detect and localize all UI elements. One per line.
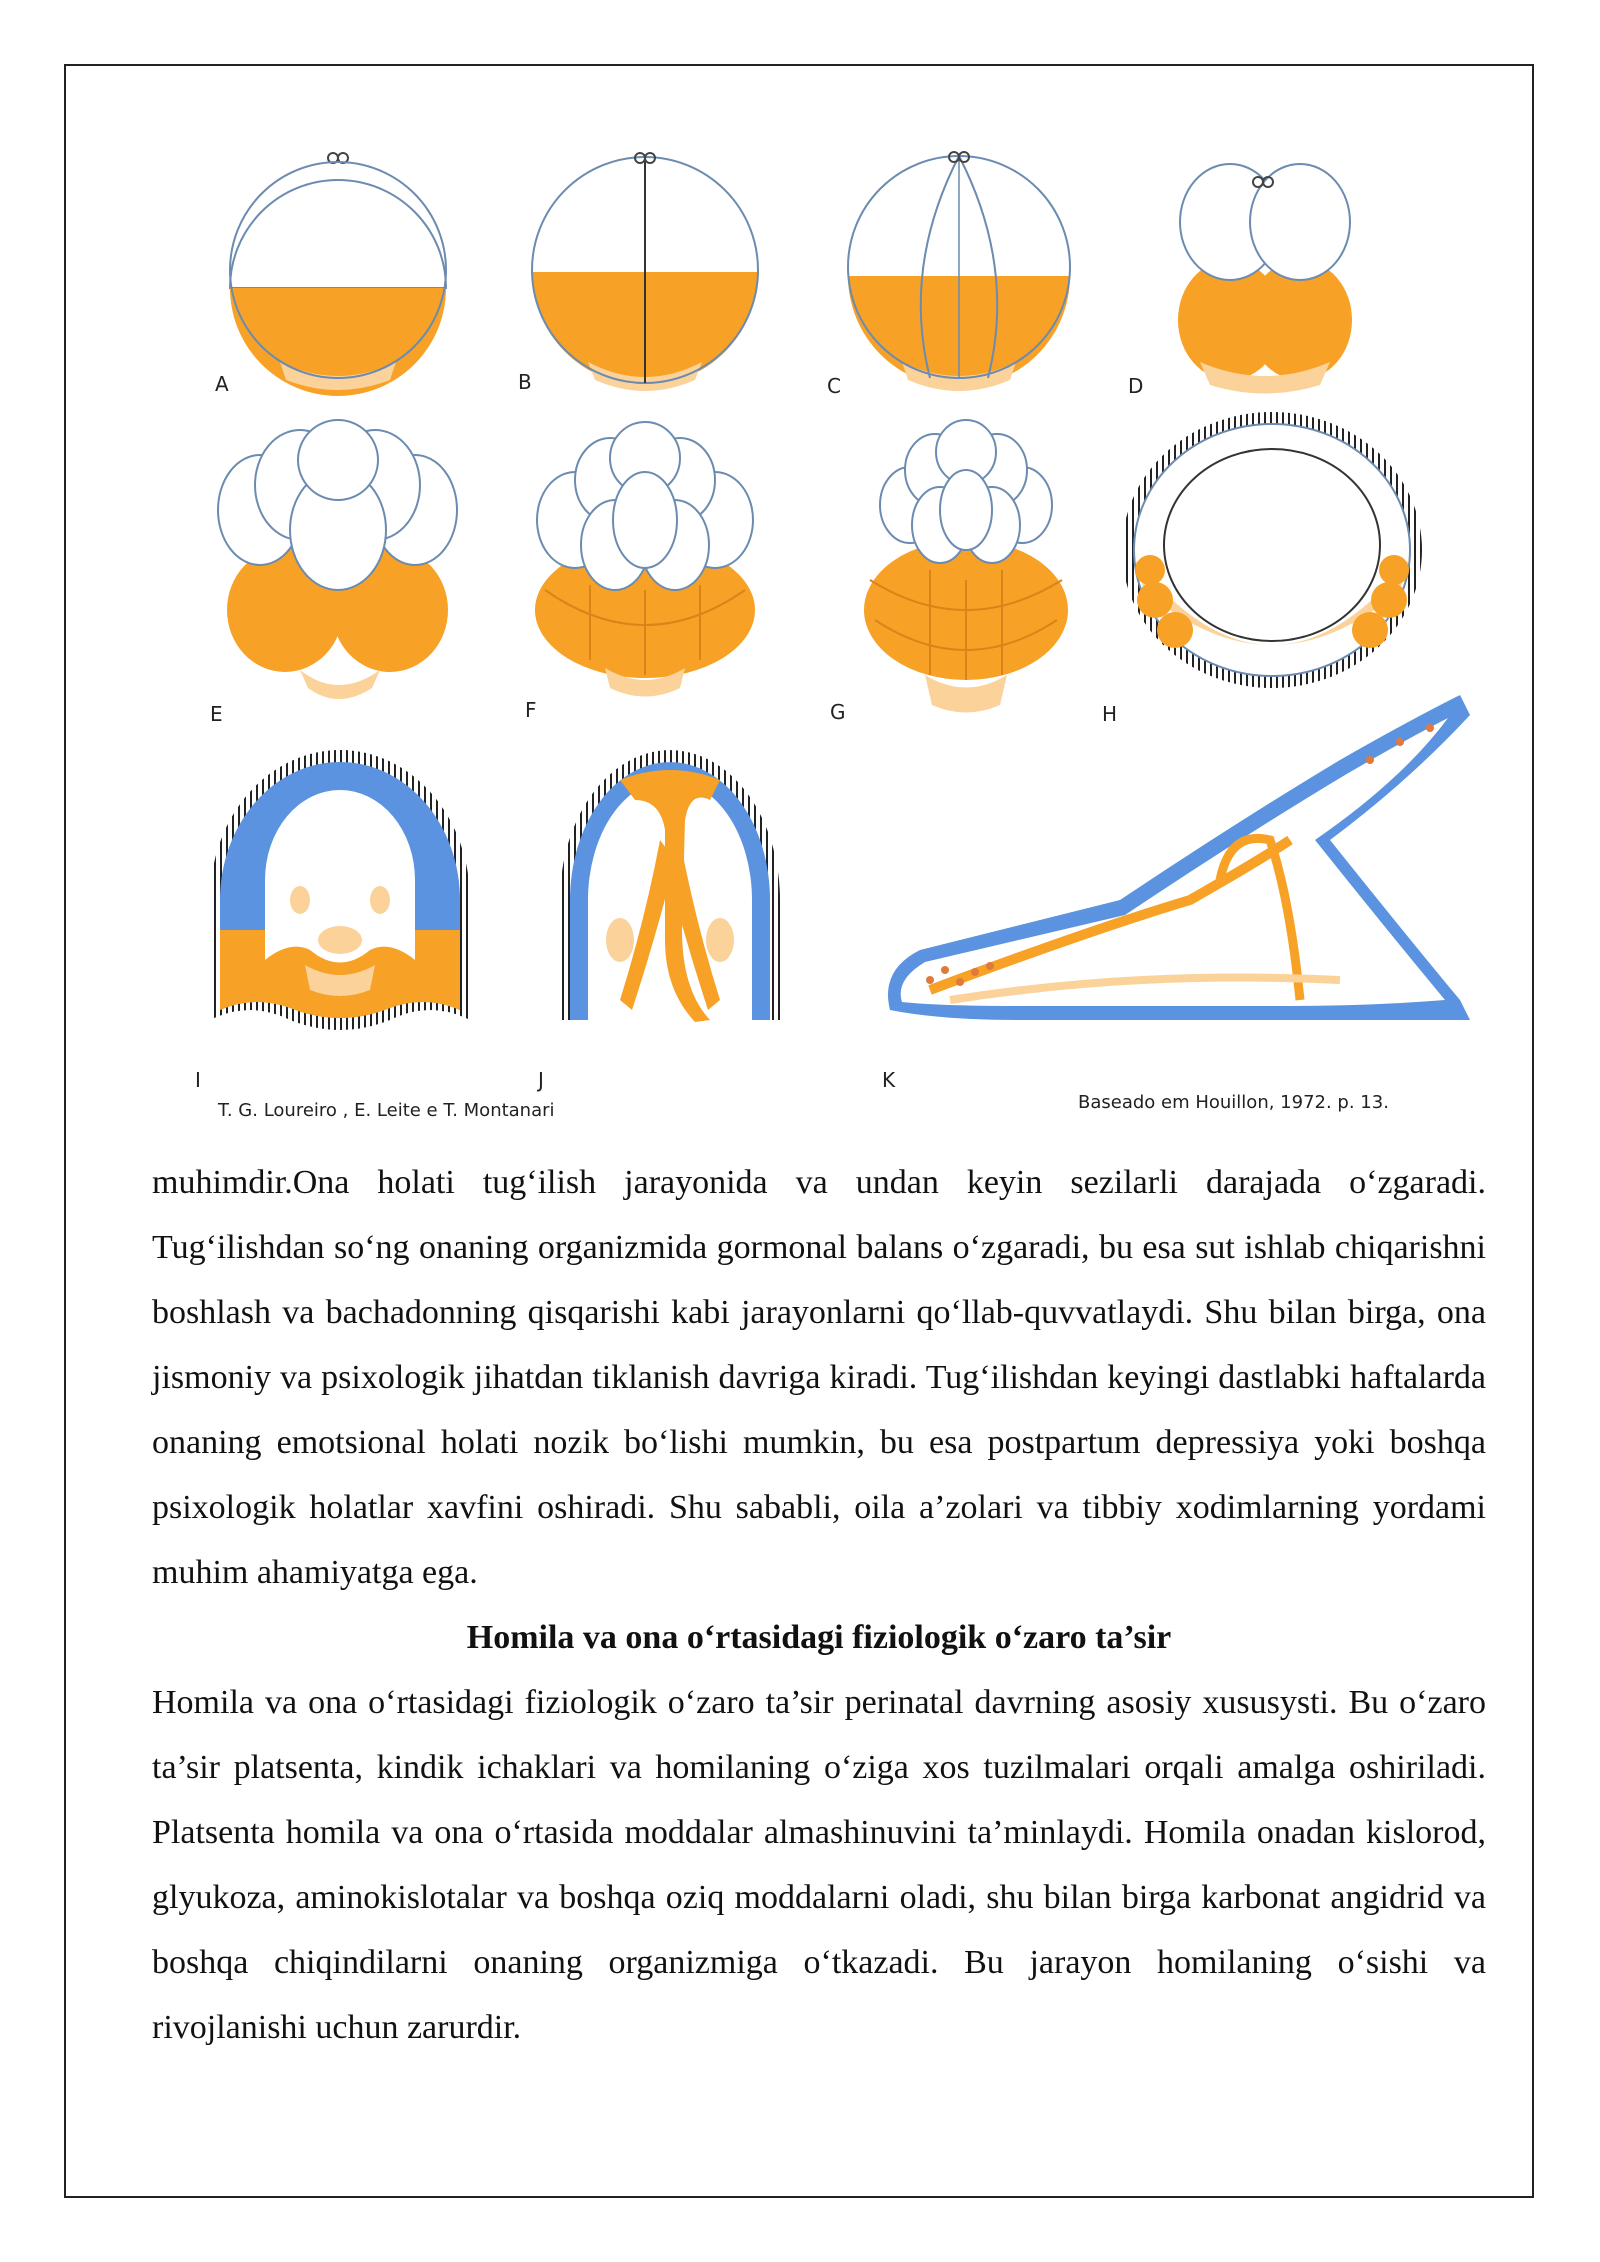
stage-c bbox=[848, 152, 1070, 391]
stage-k bbox=[888, 695, 1470, 1020]
paragraph-postpartum: muhimdir.Ona holati tug‘ilish jarayonida va undan keyin sezilarli darajada o‘zgaradi. Tug‘ilishdan so‘ng onaning organizmida gormonal balans o‘zgaradi, bu esa sut ishlab chiqarishni boshlash va bachadonning qisqarishi kabi jarayonlarni qo‘llab-quvvatlaydi. Shu bilan birga, ona jismoniy va psixologik jihatdan tiklanish davriga kiradi. Tug‘ilishdan keyingi dastlabki haftalarda onaning emotsional holati nozik bo‘lishi mumkin, bu esa postpartum depressiya yoki boshqa psixologik holatlar xavfini oshiradi. Shu sababli, oila a’zolari va tibbiy xodimlarning yordami muhim ahamiyatga ega. bbox=[152, 1164, 1486, 1591]
label-c: C bbox=[827, 374, 841, 398]
body-text bbox=[152, 1150, 1486, 2060]
label-h: H bbox=[1102, 702, 1118, 726]
label-a: A bbox=[215, 372, 229, 396]
embryo-cleavage-figure bbox=[190, 140, 1480, 1140]
paragraph-interaction: Homila va ona o‘rtasidagi fiziologik o‘zaro ta’sir perinatal davrning asosiy xususysti. Bu o‘zaro ta’sir platsenta, kindik ichaklari va homilaning o‘ziga xos tuzilmalari orqali amalga oshiriladi. Platsenta homila va ona o‘rtasida moddalar almashinuvini ta’minlaydi. Homila onadan kislorod, glyukoza, aminokislotalar va boshqa oziq moddalarni oladi, shu bilan birga karbonat angidrid va boshqa chiqindilarni onaning organizmiga o‘tkazadi. Bu jarayon homilaning o‘sishi va rivojlanishi uchun zarurdir. bbox=[152, 1684, 1486, 2046]
stage-b bbox=[532, 153, 758, 391]
label-i: I bbox=[195, 1068, 201, 1092]
stage-e bbox=[218, 420, 457, 699]
stage-i bbox=[210, 750, 470, 1030]
section-heading: Homila va ona o‘rtasidagi fiziologik o‘zaro ta’sir bbox=[466, 1619, 1172, 1656]
label-f: F bbox=[525, 698, 537, 722]
label-k: K bbox=[882, 1068, 896, 1092]
stage-h bbox=[1122, 412, 1422, 688]
stage-a bbox=[230, 153, 446, 396]
label-e: E bbox=[210, 702, 223, 726]
label-b: B bbox=[518, 370, 532, 394]
label-g: G bbox=[830, 700, 846, 724]
figure-credit-left: T. G. Loureiro , E. Leite e T. Montanari bbox=[218, 1100, 555, 1121]
stage-d bbox=[1178, 164, 1352, 394]
stage-j bbox=[560, 750, 780, 1022]
label-j: J bbox=[538, 1068, 544, 1092]
embryo-diagram bbox=[190, 140, 1480, 1140]
label-d: D bbox=[1128, 374, 1144, 398]
stage-f bbox=[535, 422, 755, 697]
figure-credit-right: Baseado em Houillon, 1972. p. 13. bbox=[1078, 1092, 1389, 1113]
stage-g bbox=[864, 420, 1068, 713]
